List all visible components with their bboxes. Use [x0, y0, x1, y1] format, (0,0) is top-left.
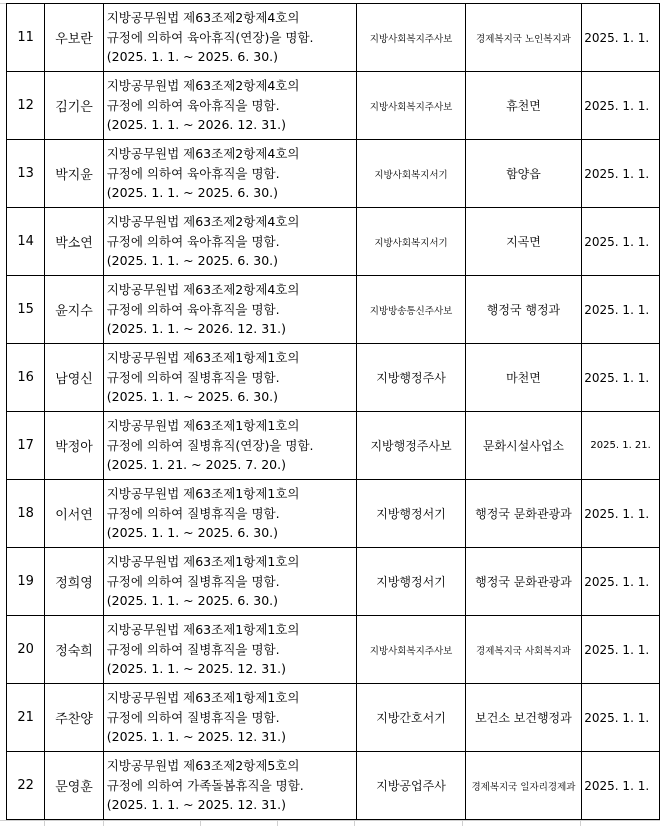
- rank-cell[interactable]: 지방간호서기: [357, 684, 465, 752]
- table-row: [7, 140, 660, 208]
- description-line: (2025. 1. 1. ~ 2025. 12. 31.): [106, 729, 286, 745]
- grid-line: [354, 820, 355, 826]
- description-line: 규정에 의하여 질병휴직을 명함.: [106, 709, 280, 725]
- description-line: 규정에 의하여 육아휴직을 명함.: [106, 97, 280, 113]
- row-number-cell[interactable]: 12: [7, 72, 45, 140]
- description-line: 규정에 의하여 질병휴직을 명함.: [106, 573, 280, 589]
- effective-date-cell[interactable]: 2025. 1. 1.: [582, 208, 660, 276]
- row-number-cell[interactable]: 20: [7, 616, 45, 684]
- rank-cell[interactable]: 지방사회복지주사보: [357, 72, 465, 140]
- order-description-cell[interactable]: [103, 616, 357, 684]
- effective-date-cell[interactable]: 2025. 1. 1.: [582, 752, 660, 820]
- row-number-cell[interactable]: 15: [7, 276, 45, 344]
- order-description-cell[interactable]: [103, 480, 357, 548]
- row-number-cell[interactable]: 18: [7, 480, 45, 548]
- department-cell[interactable]: 행정국 문화관광과: [465, 548, 582, 616]
- description-line: 규정에 의하여 육아휴직을 명함.: [106, 301, 280, 317]
- effective-date-cell[interactable]: 2025. 1. 1.: [582, 276, 660, 344]
- department-cell[interactable]: 지곡면: [465, 208, 582, 276]
- description-line: (2025. 1. 21. ~ 2025. 7. 20.): [106, 457, 286, 473]
- employee-name-cell[interactable]: 윤지수: [45, 276, 103, 344]
- description-line: (2025. 1. 1. ~ 2025. 6. 30.): [106, 389, 279, 405]
- rank-cell[interactable]: 지방방송통신주사보: [357, 276, 465, 344]
- description-line: 지방공무원법 제63조제1항제1호의: [106, 350, 300, 366]
- description-line: (2025. 1. 1. ~ 2025. 12. 31.): [106, 797, 286, 813]
- row-number-cell[interactable]: 21: [7, 684, 45, 752]
- row-number-cell[interactable]: 11: [7, 4, 45, 72]
- grid-line: [103, 820, 104, 826]
- rank-cell[interactable]: 지방행정서기: [357, 480, 465, 548]
- effective-date-cell[interactable]: 2025. 1. 1.: [582, 4, 660, 72]
- effective-date-cell[interactable]: 2025. 1. 1.: [582, 480, 660, 548]
- effective-date-cell[interactable]: 2025. 1. 1.: [582, 72, 660, 140]
- description-line: 지방공무원법 제63조제2항제4호의: [106, 214, 300, 230]
- description-line: 규정에 의하여 질병휴직(연장)을 명함.: [106, 437, 314, 453]
- description-line: 지방공무원법 제63조제1항제1호의: [106, 690, 300, 706]
- rank-cell[interactable]: 지방사회복지서기: [357, 140, 465, 208]
- description-line: (2025. 1. 1. ~ 2025. 6. 30.): [106, 49, 279, 65]
- employee-name-cell[interactable]: 박정아: [45, 412, 103, 480]
- employee-name-cell[interactable]: 이서연: [45, 480, 103, 548]
- employee-name-cell[interactable]: 김기은: [45, 72, 103, 140]
- description-line: 지방공무원법 제63조제2항제4호의: [106, 78, 300, 94]
- description-line: (2025. 1. 1. ~ 2025. 6. 30.): [106, 185, 279, 201]
- description-line: 규정에 의하여 육아휴직(연장)을 명함.: [106, 29, 314, 45]
- description-line: 규정에 의하여 질병휴직을 명함.: [106, 369, 280, 385]
- effective-date-cell[interactable]: 2025. 1. 1.: [582, 344, 660, 412]
- table-row: [7, 548, 660, 616]
- employee-name-cell[interactable]: 주찬양: [45, 684, 103, 752]
- personnel-order-table: [6, 3, 660, 820]
- department-cell[interactable]: 문화시설사업소: [465, 412, 582, 480]
- description-line: 지방공무원법 제63조제2항제4호의: [106, 282, 300, 298]
- description-line: (2025. 1. 1. ~ 2025. 6. 30.): [106, 253, 279, 269]
- department-cell[interactable]: 행정국 문화관광과: [465, 480, 582, 548]
- rank-cell[interactable]: 지방사회복지주사보: [357, 4, 465, 72]
- order-description-cell[interactable]: [103, 276, 357, 344]
- employee-name-cell[interactable]: 정희영: [45, 548, 103, 616]
- table-row: [7, 480, 660, 548]
- employee-name-cell[interactable]: 우보란: [45, 4, 103, 72]
- description-line: (2025. 1. 1. ~ 2025. 6. 30.): [106, 593, 279, 609]
- description-line: 규정에 의하여 질병휴직을 명함.: [106, 505, 280, 521]
- description-line: (2025. 1. 1. ~ 2025. 12. 31.): [106, 661, 286, 677]
- order-description-cell[interactable]: [103, 140, 357, 208]
- grid-line: [44, 820, 45, 826]
- table-row: [7, 616, 660, 684]
- description-line: 지방공무원법 제63조제1항제1호의: [106, 554, 300, 570]
- employee-name-cell[interactable]: 박지윤: [45, 140, 103, 208]
- effective-date-cell[interactable]: 2025. 1. 1.: [582, 684, 660, 752]
- employee-name-cell[interactable]: 남영신: [45, 344, 103, 412]
- order-description-cell[interactable]: [103, 72, 357, 140]
- order-description-cell[interactable]: [103, 548, 357, 616]
- order-description-cell[interactable]: [103, 4, 357, 72]
- effective-date-cell[interactable]: 2025. 1. 1.: [582, 140, 660, 208]
- department-cell[interactable]: 보건소 보건행정과: [465, 684, 582, 752]
- effective-date-cell[interactable]: 2025. 1. 1.: [582, 616, 660, 684]
- row-number-cell[interactable]: 16: [7, 344, 45, 412]
- table-row: [7, 208, 660, 276]
- row-number-cell[interactable]: 17: [7, 412, 45, 480]
- rank-cell[interactable]: 지방행정주사: [357, 344, 465, 412]
- effective-date-cell[interactable]: 2025. 1. 21.: [582, 412, 660, 480]
- rank-cell[interactable]: 지방사회복지주사보: [357, 616, 465, 684]
- table-row: [7, 344, 660, 412]
- description-line: (2025. 1. 1. ~ 2025. 6. 30.): [106, 525, 279, 541]
- grid-line: [580, 820, 581, 826]
- table-row: [7, 684, 660, 752]
- description-line: 지방공무원법 제63조제2항제4호의: [106, 146, 300, 162]
- row-number-cell[interactable]: 14: [7, 208, 45, 276]
- table-row: [7, 4, 660, 72]
- description-line: 규정에 의하여 육아휴직을 명함.: [106, 233, 280, 249]
- department-cell[interactable]: 마천면: [465, 344, 582, 412]
- employee-name-cell[interactable]: 박소연: [45, 208, 103, 276]
- department-cell[interactable]: 함양읍: [465, 140, 582, 208]
- grid-line: [462, 820, 463, 826]
- grid-line: [200, 820, 201, 826]
- description-line: (2025. 1. 1. ~ 2026. 12. 31.): [106, 117, 286, 133]
- table-row: [7, 752, 660, 820]
- description-line: 규정에 의하여 육아휴직을 명함.: [106, 165, 280, 181]
- table-row: [7, 276, 660, 344]
- department-cell[interactable]: 경제복지국 사회복지과: [465, 616, 582, 684]
- effective-date-cell[interactable]: 2025. 1. 1.: [582, 548, 660, 616]
- description-line: 지방공무원법 제63조제1항제1호의: [106, 486, 300, 502]
- department-cell[interactable]: 경제복지국 일자리경제과: [465, 752, 582, 820]
- order-description-cell[interactable]: [103, 344, 357, 412]
- description-line: 규정에 의하여 질병휴직을 명함.: [106, 641, 280, 657]
- order-description-cell[interactable]: [103, 684, 357, 752]
- employee-name-cell[interactable]: 문영훈: [45, 752, 103, 820]
- description-line: 지방공무원법 제63조제1항제1호의: [106, 622, 300, 638]
- table-body: [7, 4, 660, 820]
- rank-cell[interactable]: 지방공업주사: [357, 752, 465, 820]
- order-description-cell[interactable]: [103, 208, 357, 276]
- description-line: 지방공무원법 제63조제1항제1호의: [106, 418, 300, 434]
- description-line: 규정에 의하여 가족돌봄휴직을 명함.: [106, 777, 304, 793]
- description-line: 지방공무원법 제63조제2항제4호의: [106, 10, 300, 26]
- rank-cell[interactable]: 지방사회복지서기: [357, 208, 465, 276]
- department-cell[interactable]: 휴천면: [465, 72, 582, 140]
- row-number-cell[interactable]: 19: [7, 548, 45, 616]
- row-number-cell[interactable]: 13: [7, 140, 45, 208]
- department-cell[interactable]: 경제복지국 노인복지과: [465, 4, 582, 72]
- employee-name-cell[interactable]: 정숙희: [45, 616, 103, 684]
- rank-cell[interactable]: 지방행정주사보: [357, 412, 465, 480]
- description-line: 지방공무원법 제63조제2항제5호의: [106, 758, 300, 774]
- grid-line: [277, 820, 278, 826]
- description-line: (2025. 1. 1. ~ 2026. 12. 31.): [106, 321, 286, 337]
- table-row: [7, 72, 660, 140]
- rank-cell[interactable]: 지방행정서기: [357, 548, 465, 616]
- order-description-cell[interactable]: [103, 412, 357, 480]
- order-description-cell[interactable]: [103, 752, 357, 820]
- table-row: [7, 412, 660, 480]
- row-number-cell[interactable]: 22: [7, 752, 45, 820]
- department-cell[interactable]: 행정국 행정과: [465, 276, 582, 344]
